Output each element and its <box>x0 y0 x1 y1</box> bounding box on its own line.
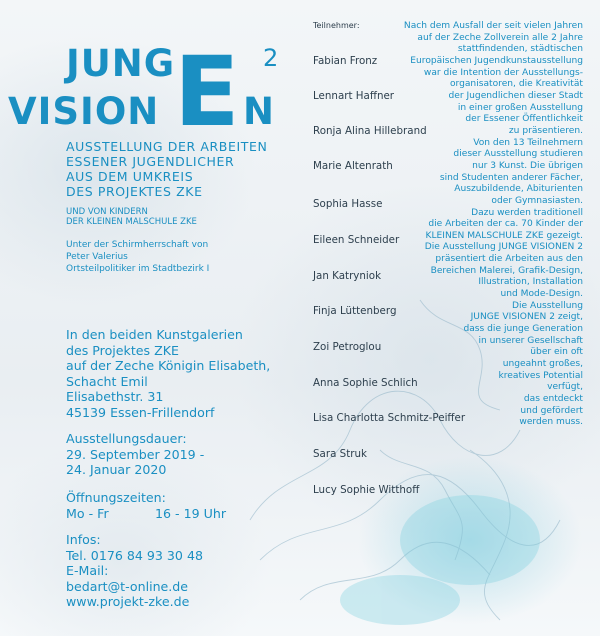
participant-name: Jan Katryniok <box>313 270 382 282</box>
patron-line: Peter Valerius <box>66 252 128 262</box>
description-line: in unserer Gesellschaft <box>478 335 583 346</box>
description-line: Dazu werden traditionell <box>471 207 583 218</box>
address-line: Elisabethstr. 31 <box>66 389 164 405</box>
participant-name: Zoi Petroglou <box>313 341 382 353</box>
description-line: Europäischen Jugendkunstausstellung <box>410 55 583 66</box>
description-line: Bereichen Malerei, Grafik-Design, <box>430 265 583 276</box>
opening-times: 16 - 19 Uhr <box>155 505 226 521</box>
description-line: der Essener Öffentlichkeit <box>465 114 583 125</box>
description-line: kreatives Potential <box>498 370 583 381</box>
logo-big-e: E <box>174 36 240 148</box>
description-line: präsentiert die Arbeiten aus den <box>435 254 583 265</box>
address-line: 45139 Essen-Frillendorf <box>66 404 215 420</box>
patronage <box>66 239 209 275</box>
description-line: Nach dem Ausfall der seit vielen Jahren <box>403 21 583 31</box>
description-line: JUNGE VISIONEN 2 zeigt, <box>470 312 583 323</box>
description-line: auf der Zeche Zollverein alle 2 Jahre <box>417 32 583 43</box>
exhibition-duration <box>66 431 204 478</box>
description-line: das entdeckt <box>523 394 583 404</box>
phone-number[interactable]: Tel. 0176 84 93 30 48 <box>66 547 203 563</box>
participant-name: Eileen Schneider <box>313 234 400 246</box>
description-line: Die Ausstellung <box>512 300 583 311</box>
description-line: organisatoren, die Kreativität <box>449 79 583 90</box>
opening-hours <box>66 490 226 521</box>
patron-line: Unter der Schirmherrschaft von <box>66 240 209 250</box>
description-line: über ein oft <box>530 347 583 358</box>
email-address[interactable]: bedart@t-online.de <box>66 578 189 594</box>
description-line: oder Gymnasiasten. <box>491 195 583 206</box>
description-line: Die Ausstellung JUNGE VISIONEN 2 <box>424 242 583 253</box>
description-line: war die Intention der Ausstellungs- <box>423 67 583 78</box>
subtitle-small-line: UND VON KINDERN <box>66 207 148 217</box>
contact-info <box>66 532 203 610</box>
participant-name: Lisa Charlotta Schmitz-Peiffer <box>313 412 466 424</box>
venue-address <box>66 327 270 421</box>
participant-name: Marie Altenrath <box>313 160 393 172</box>
description-line: Auszubildende, Abiturienten <box>454 184 583 195</box>
description-line: dieser Ausstellung studieren <box>453 149 583 160</box>
subtitle-line: AUSSTELLUNG DER ARBEITEN <box>66 139 268 154</box>
address-line: des Projektes ZKE <box>66 342 179 358</box>
participant-name: Finja Lüttenberg <box>313 305 397 317</box>
description-line: sind Studenten anderer Fächer, <box>439 172 583 183</box>
website-link[interactable]: www.projekt-zke.de <box>66 594 190 610</box>
participants-label: Teilnehmer: <box>313 21 360 30</box>
duration-label: Ausstellungsdauer: <box>66 431 187 446</box>
logo-line-jung: JUNG <box>66 42 176 85</box>
participant-name: Sophia Hasse <box>313 198 383 210</box>
participant-name: Lucy Sophie Witthoff <box>313 484 420 496</box>
duration-to: 24. Januar 2020 <box>66 462 167 478</box>
patron-line: Ortsteilpolitiker im Stadtbezirk I <box>66 264 210 274</box>
description-line: die Arbeiten der ca. 70 Kinder der <box>428 219 583 230</box>
opening-label: Öffnungszeiten: <box>66 490 166 505</box>
subtitle-line: AUS DEM UMKREIS <box>66 169 194 184</box>
description-line: stattfindenden, städtischen <box>457 44 583 55</box>
description-line: und Mode-Design. <box>500 289 583 300</box>
subtitle-small-line: DER KLEINEN MALSCHULE ZKE <box>66 217 197 227</box>
description-line: in einer großen Ausstellung <box>457 102 583 113</box>
info-label: Infos: <box>66 532 101 547</box>
logo-letter-n: N <box>243 90 275 133</box>
exhibition-subtitle <box>66 139 267 199</box>
description-line: zu präsentieren. <box>508 125 583 136</box>
participant-name: Lennart Haffner <box>313 90 395 102</box>
description-line: werden muss. <box>519 417 583 428</box>
description-line: KLEINEN MALSCHULE ZKE gezeigt. <box>425 230 583 241</box>
description-line: ungeahnt großes, <box>502 359 583 370</box>
duration-from: 29. September 2019 - <box>66 446 205 462</box>
description-line: und gefördert <box>520 405 583 416</box>
subtitle-line: DES PROJEKTES ZKE <box>66 184 203 199</box>
description-line: verfügt, <box>547 382 583 393</box>
address-line: auf der Zeche Königin Elisabeth, <box>66 358 271 374</box>
address-line: Schacht Emil <box>66 373 148 389</box>
opening-days: Mo - Fr <box>66 505 109 521</box>
description-line: dass die junge Generation <box>463 324 583 335</box>
exhibition-description <box>400 21 583 429</box>
logo-superscript: 2 <box>263 44 279 72</box>
email-label: E-Mail: <box>66 563 109 579</box>
description-line: Illustration, Installation <box>478 277 583 288</box>
description-line: Von den 13 Teilnehmern <box>473 137 583 148</box>
participant-name: Ronja Alina Hillebrand <box>313 125 427 137</box>
description-line: nur 3 Kunst. Die übrigen <box>472 160 583 171</box>
participant-name: Fabian Fronz <box>313 55 378 67</box>
participant-name: Anna Sophie Schlich <box>313 377 418 389</box>
participant-name: Sara Struk <box>313 448 367 460</box>
opening-row <box>66 506 226 522</box>
logo-line-vision: VISION <box>8 90 160 133</box>
description-line: der Jugendlichen dieser Stadt <box>448 90 583 101</box>
address-line: In den beiden Kunstgalerien <box>66 327 243 342</box>
subtitle-line: ESSENER JUGENDLICHER <box>66 154 235 169</box>
subtitle-small <box>66 207 197 227</box>
